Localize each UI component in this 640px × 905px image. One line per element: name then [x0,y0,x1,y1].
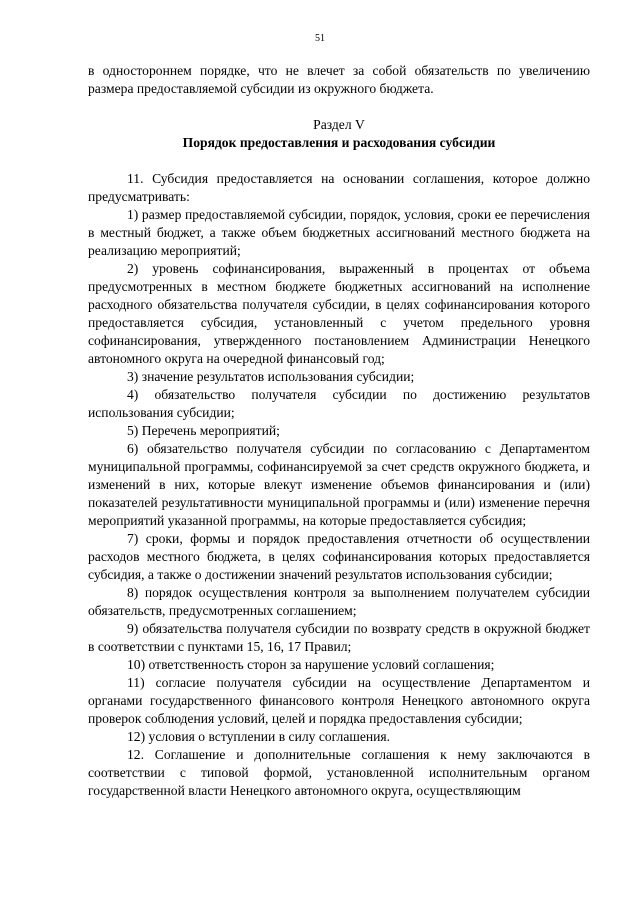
list-item-2: 2) уровень софинансирования, выраженный в процентах от объема предусмотренных в местном бюджете бюджетных ассигнований на исполнение расходного обязательства получателя субсидии, в целях софинансирования которого предоставляется субсидия, установленный с учетом предельного уровня софинансирования, утвержденного постановлением Администрации Ненецкого автономного округа на очередной финансовый год; [88,261,590,366]
list-item-3: 3) значение результатов использования субсидии; [127,369,415,384]
list-item-12: 12) условия о вступлении в силу соглашения. [127,729,391,744]
list-item-7: 7) сроки, формы и порядок предоставления отчетности об осуществлении расходов местного бюджета, в целях софинансирования которых предоставляется субсидия, а также о достижении значений результатов использования субсидии; [88,531,590,582]
list-item-8: 8) порядок осуществления контроля за выполнением получателем субсидии обязательств, предусмотренных соглашением; [88,585,590,618]
section-title: Порядок предоставления и расходования субсидии [182,135,496,150]
list-item-10: 10) ответственность сторон за нарушение условий соглашения; [127,657,495,672]
list-item-1: 1) размер предоставляемой субсидии, порядок, условия, сроки ее перечисления в местный бюджет, а также объем бюджетных ассигнований местного бюджета на реализацию мероприятий; [88,207,590,258]
section-spacer [88,98,590,116]
list-item-4: 4) обязательство получателя субсидии по достижению результатов использования субсидии; [88,387,590,420]
list-item-9: 9) обязательства получателя субсидии по возврату средств в окружной бюджет в соответствии с пунктами 15, 16, 17 Правил; [88,621,590,654]
paragraph-12: 12. Соглашение и дополнительные соглашения к нему заключаются в соответствии с типовой формой, установленной исполнительным органом государственной власти Ненецкого автономного округа, осуществляющим [88,747,590,798]
page-number: 51 [315,33,325,44]
intro-paragraph: в одностороннем порядке, что не влечет за собой обязательств по увеличению размера предоставляемой субсидии из окружного бюджета. [88,63,590,96]
list-item-6: 6) обязательство получателя субсидии по согласованию с Департаментом муниципальной программы, софинансируемой за счет средств окружного бюджета, и изменений в них, которые влекут изменение объемов финансирования и (или) показателей результативности муниципальной программы и (или) изменение перечня мероприятий указанной программы, на которые предоставляется субсидия; [88,441,590,528]
document-body [88,62,590,800]
paragraph-11: 11. Субсидия предоставляется на основании соглашения, которое должно предусматривать: [88,171,590,204]
list-item-11: 11) согласие получателя субсидии на осуществление Департаментом и органами государственного финансового контроля Ненецкого автономного округа проверок соблюдения условий, целей и порядка предоставления субсидии; [88,675,590,726]
section-label: Раздел V [313,117,365,132]
list-item-5: 5) Перечень мероприятий; [127,423,280,438]
section-spacer [88,152,590,170]
